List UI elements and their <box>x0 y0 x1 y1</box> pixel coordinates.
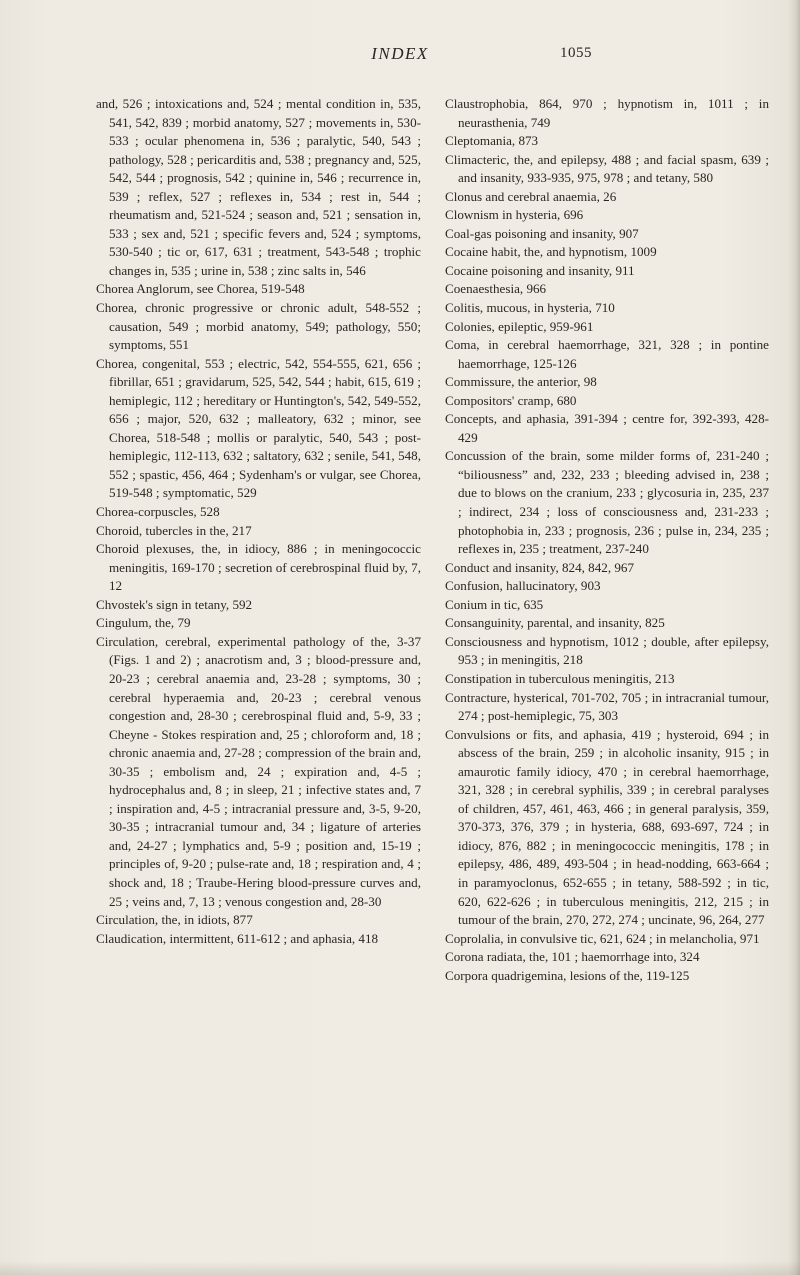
index-entry <box>445 930 769 949</box>
index-entry-heading: Chorea-corpuscles, <box>96 504 197 520</box>
page-number: 1055 <box>560 45 592 61</box>
index-entry <box>445 948 769 967</box>
index-entry-heading: Choroid, <box>96 522 143 538</box>
index-entry-heading: Cocaine <box>445 262 488 278</box>
index-entry-heading: Confusion, <box>445 578 503 594</box>
index-entry-heading: Cleptomania, <box>445 133 516 149</box>
index-entry-references: 864, 970 ; hypnotism in, 1011 ; in neurasthenia, 749 <box>458 96 769 130</box>
index-entry-references: poisoning and insanity, 911 <box>487 262 635 278</box>
index-entry <box>445 596 769 615</box>
index-entry-heading: Coprolalia, <box>445 930 504 946</box>
index-entry-heading: Coma, <box>445 337 480 353</box>
index-entry <box>445 726 769 930</box>
index-entry <box>96 596 421 615</box>
index-entry-references: congenital, 553 ; electric, 542, 554-555, 621, 656 ; fibrillar, 651 ; gravidarum, 525, 542, 544 ; habit, 615, 619 ; hemiplegic, 112 ; hereditary or Huntington's, 542, 549-552, 656 ; major, 520, 632 ; malleatory, 632 ; minor, see Chorea, 518-548 ; mollis or paralytic, 540, 543 ; post-hemiplegic, 112-113, 632 ; saltatory, 632 ; senile, 541, 548, 552 ; spastic, 456, 464 ; Sydenham's or vulgar, see Chorea, 519-548 ; symptomatic, 529 <box>109 355 421 501</box>
index-entry-references: the anterior, 98 <box>514 374 597 390</box>
index-entry-references: 966 <box>523 281 547 297</box>
index-entry <box>445 614 769 633</box>
index-entry <box>445 243 769 262</box>
index-entry-references: in hysteria, 696 <box>498 207 584 223</box>
index-entry <box>96 614 421 633</box>
index-entry-references: and insanity, 824, 842, 967 <box>489 559 635 575</box>
index-entry-references: in convulsive tic, 621, 624 ; in melancholia, 971 <box>503 930 760 946</box>
index-entry-references: and hypnotism, 1012 ; double, after epilepsy, 953 ; in meningitis, 218 <box>458 633 769 668</box>
index-entry <box>445 336 769 373</box>
index-entry-heading: Commissure, <box>445 374 515 390</box>
index-entry-references: see Chorea, 519-548 <box>193 281 305 297</box>
index-entry-heading: Contracture, <box>445 689 511 705</box>
index-entry-references: the, 79 <box>151 615 191 631</box>
index-entry <box>96 522 421 541</box>
index-entry-heading: Conium <box>445 596 488 612</box>
index-entry <box>445 559 769 578</box>
index-entry-references: epileptic, 959-961 <box>494 318 594 334</box>
index-entry-references: quadrigemina, lesions of the, 119-125 <box>487 967 690 983</box>
index-entry-references: and cerebral anaemia, 26 <box>482 188 617 204</box>
index-entry-heading: Coal-gas <box>445 225 492 241</box>
index-entry-heading: Convulsions <box>445 726 511 742</box>
index-entry-references: and, 526 ; intoxications and, 524 ; mental condition in, 535, 541, 542, 839 ; morbid anatomy, 527 ; movements in, 530-533 ; ocular phenomena in, 536 ; paralytic, 540, 543 ; pathology, 528 ; pericarditis and, 538 ; pregnancy and, 525, 542, 544 ; prognosis, 542 ; quinine in, 546 ; recurrence in, 539 ; reflex, 527 ; reflexes in, 534 ; rest in, 544 ; rheumatism and, 521-524 ; season and, 521 ; sensation in, 533 ; sex and, 521 ; specific fevers and, 524 ; symptoms, 530-540 ; tic or, 617, 631 ; treatment, 543-548 ; trophic changes in, 535 ; urine in, 538 ; zinc salts in, 546 <box>96 96 421 278</box>
index-entry-heading: Compositors' <box>445 392 515 408</box>
index-entry-references: in tic, 635 <box>487 596 544 612</box>
index-entry-heading: Colitis, <box>445 300 484 316</box>
index-entry <box>445 447 769 558</box>
index-entry-heading: Claustrophobia, <box>445 96 529 111</box>
index-entry-heading: Cocaine <box>445 244 488 260</box>
index-entry-references: chronic progressive or chronic adult, 548-552 ; causation, 549 ; morbid anatomy, 549; pathology, 550; symptoms, 551 <box>109 300 421 353</box>
index-entry-heading: Chorea, <box>96 300 138 316</box>
index-entry <box>445 206 769 225</box>
index-entry-references: intermittent, 611-612 ; and aphasia, 418 <box>166 930 379 946</box>
index-entry-references: 528 <box>196 504 220 520</box>
index-entry <box>445 262 769 281</box>
index-entry <box>445 670 769 689</box>
index-entry-heading: Concepts, <box>445 411 498 427</box>
index-entry-references: plexuses, the, in idiocy, 886 ; in meningococcic meningitis, 169-170 ; secretion of cerebrospinal fluid by, 7, 12 <box>109 541 421 594</box>
index-entry-heading: Circulation, <box>96 912 159 928</box>
index-entry-references: tubercles in the, 217 <box>142 522 252 538</box>
index-entry-references: the, and epilepsy, 488 ; and facial spasm, 639 ; and insanity, 933-935, 975, 978 ; and tetany, 580 <box>458 151 769 186</box>
index-entry <box>445 95 769 132</box>
index-entry <box>96 503 421 522</box>
index-entry-references: the, in idiots, 877 <box>158 912 253 928</box>
index-column-right <box>445 95 769 985</box>
page-header <box>0 44 800 68</box>
page-edge-shadow <box>788 0 800 1275</box>
index-entry <box>445 318 769 337</box>
index-entry-references: of the brain, some milder forms of, 231-240 ; “biliousness” and, 232, 233 ; bleeding advised in, 238 ; due to blows on the cranium, 233 ; glycosuria in, 235, 237 ; indirect, 234 ; loss of consciousness and, 231-233 ; photophobia in, 233 ; prognosis, 236 ; pulse in, 234, 235 ; reflexes in, 235 ; treatment, 237-240 <box>458 448 769 557</box>
index-entry-heading: Corona <box>445 949 484 965</box>
index-entry <box>445 577 769 596</box>
index-entry-references: parental, and insanity, 825 <box>523 615 665 631</box>
index-entry-heading: Circulation, <box>96 633 159 649</box>
index-entry-heading: Clownism <box>445 207 499 223</box>
running-head: INDEX <box>371 44 429 63</box>
index-entry-heading: Chorea, <box>96 355 138 371</box>
index-entry <box>445 299 769 318</box>
index-entry-heading: Chorea Anglorum, <box>96 281 194 297</box>
index-entry-references: in cerebral haemorrhage, 321, 328 ; in pontine haemorrhage, 125-126 <box>458 337 769 371</box>
index-entry <box>96 540 421 596</box>
index-entry-references: 873 <box>515 133 539 149</box>
index-column-left <box>96 95 421 948</box>
index-entry <box>96 299 421 355</box>
index-entry-references: hysterical, 701-702, 705 ; in intracranial tumour, 274 ; post-hemiplegic, 75, 303 <box>458 689 769 724</box>
index-entry <box>96 930 421 949</box>
index-entry-references: sign in tetany, 592 <box>152 596 253 612</box>
index-entry <box>445 373 769 392</box>
index-entry-heading: Concussion <box>445 448 507 464</box>
index-entry-references: habit, the, and hypnotism, 1009 <box>487 244 657 260</box>
index-entry-references: cramp, 680 <box>514 392 577 408</box>
index-entry-references: mucous, in hysteria, 710 <box>483 300 615 316</box>
index-entry-heading: Consciousness <box>445 633 523 649</box>
index-entry-heading: Coenaesthesia, <box>445 281 524 297</box>
index-entry-heading: Cingulum, <box>96 615 152 631</box>
index-entry <box>445 188 769 207</box>
index-entry-references: hallucinatory, 903 <box>502 578 601 594</box>
index-entry-references: radiata, the, 101 ; haemorrhage into, 324 <box>483 949 700 965</box>
index-entry-references: in tuberculous meningitis, 213 <box>511 670 675 686</box>
index-entry-heading: Consanguinity, <box>445 615 524 631</box>
index-entry-heading: Conduct <box>445 559 490 575</box>
index-entry <box>445 410 769 447</box>
index-entry-heading: Clonus <box>445 188 483 204</box>
index-entry-heading: Constipation <box>445 670 512 686</box>
index-entry-heading: Corpora <box>445 967 488 983</box>
index-entry-references: or fits, and aphasia, 419 ; hysteroid, 694 ; in abscess of the brain, 259 ; in alcoholic insanity, 915 ; in amaurotic family idiocy, 470 ; in cerebral haemorrhage, 321, 328 ; in cerebral syphilis, 339 ; in cerebral paralyses of children, 457, 461, 463, 466 ; in general paralysis, 359, 370-373, 376, 379 ; in hysteria, 688, 693-697, 724 ; in idiocy, 876, 882 ; in meningococcic meningitis, 178 ; in epilepsy, 486, 489, 493-504 ; in head-nodding, 663-664 ; in paramyoclonus, 652-655 ; in tetany, 588-592 ; in tic, 620, 622-626 ; in tuberculous meningitis, 212, 215 ; in tumour of the brain, 270, 272, 274 ; uncinate, 96, 264, 277 <box>458 726 769 928</box>
index-entry-heading: Claudication, <box>96 930 167 946</box>
index-entry-heading: Colonies, <box>445 318 495 334</box>
index-entry-references: cerebral, experimental pathology of the, 3-37 (Figs. 1 and 2) ; anacrotism and, 3 ; blood-pressure and, 20-23 ; cerebral anaemia and, 23-28 ; symptoms, 30 ; cerebral hyperaemia and, 20-23 ; cerebral venous congestion and, 28-30 ; cerebrospinal fluid and, 5-9, 33 ; Cheyne - Stokes respiration and, 25 ; chloroform and, 18 ; chronic anaemia and, 27-28 ; compression of the brain and, 30-35 ; embolism and, 24 ; expiration and, 4-5 ; hydrocephalus and, 8 ; in sleep, 21 ; infective states and, 7 ; inspiration and, 4-5 ; intracranial pressure and, 3-5, 9-20, 30-35 ; intracranial tumour and, 34 ; ligature of arteries and, 24-27 ; lymphatics and, 5-9 ; position and, 15-19 ; principles of, 9-20 ; pulse-rate and, 18 ; respiration and, 4 ; shock and, 18 ; Traube-Hering blood-pressure curves and, 25 ; veins and, 7, 13 ; venous congestion and, 28-30 <box>109 633 421 909</box>
index-entry-references: and aphasia, 391-394 ; centre for, 392-393, 428-429 <box>458 411 769 445</box>
index-entry <box>445 967 769 986</box>
index-entry <box>445 151 769 188</box>
index-entry <box>96 633 421 911</box>
index-entry <box>96 355 421 503</box>
index-entry <box>445 280 769 299</box>
index-entry <box>96 280 421 299</box>
index-entry <box>445 633 769 670</box>
index-entry <box>445 132 769 151</box>
index-entry <box>445 225 769 244</box>
index-entry-heading: Chvostek's <box>96 596 153 612</box>
index-entry <box>96 911 421 930</box>
page-bottom-shadow <box>0 1261 800 1275</box>
index-entry-references: poisoning and insanity, 907 <box>491 225 639 241</box>
index-entry <box>445 689 769 726</box>
index-entry <box>96 95 421 280</box>
index-entry-heading: Climacteric, <box>445 151 510 167</box>
index-entry-heading: Choroid <box>96 541 139 557</box>
index-entry <box>445 392 769 411</box>
